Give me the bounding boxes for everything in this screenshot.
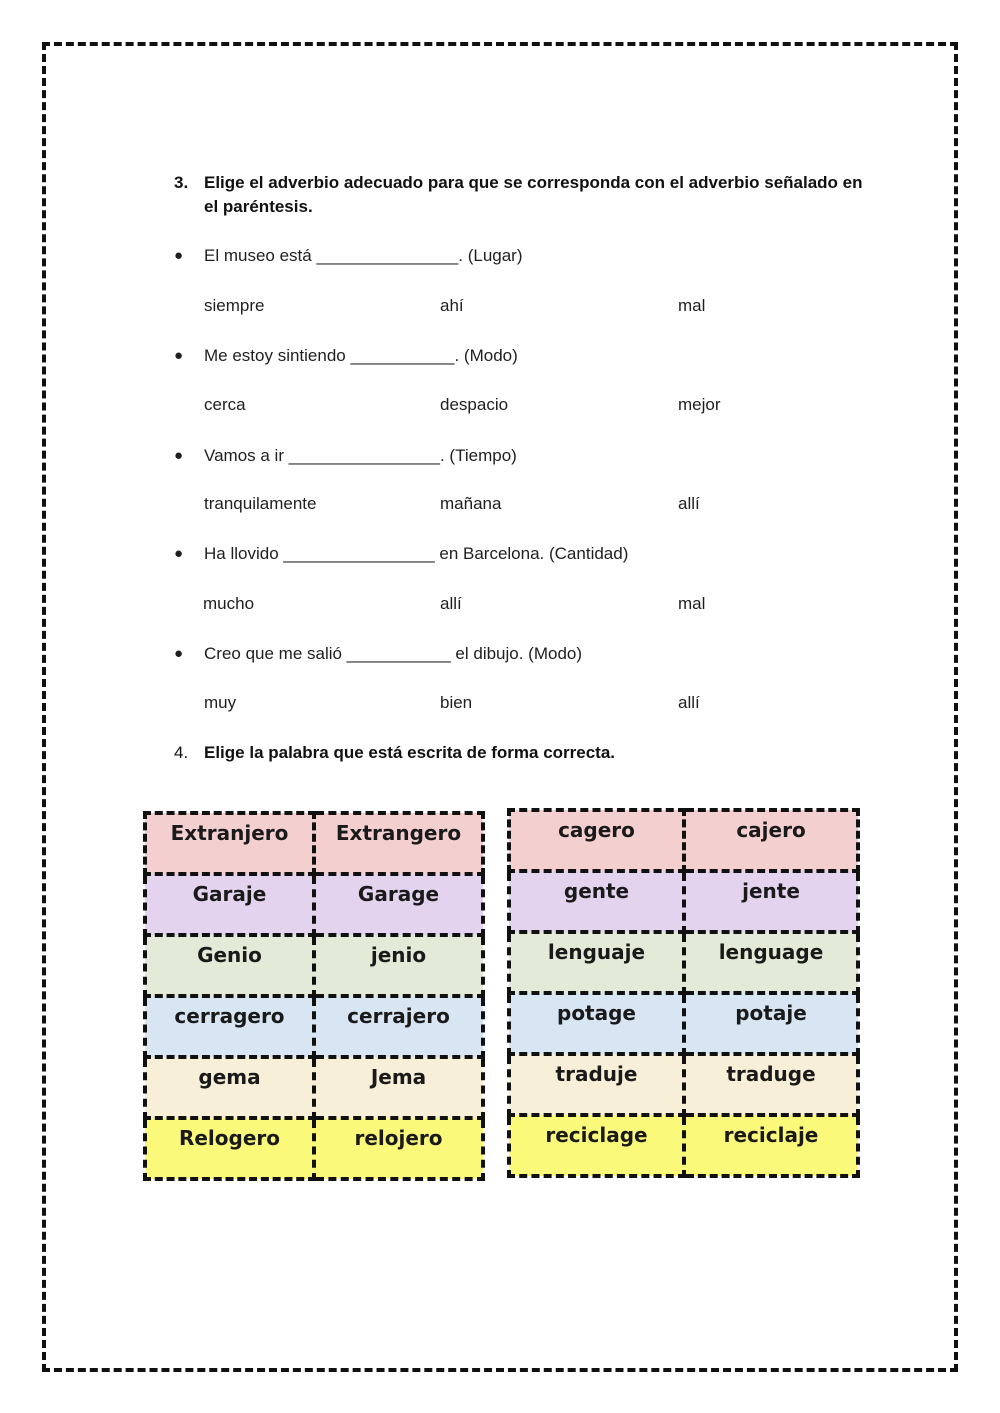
bullet-icon: ● bbox=[174, 545, 184, 562]
word-choice-cell[interactable]: Garage bbox=[314, 874, 483, 935]
answer-option[interactable]: bien bbox=[440, 693, 473, 712]
word-row bbox=[509, 1115, 858, 1176]
answer-option[interactable]: siempre bbox=[204, 296, 265, 315]
word-table-left bbox=[143, 811, 485, 1181]
word-row bbox=[509, 993, 858, 1054]
word-choice-cell[interactable]: Jema bbox=[314, 1057, 483, 1118]
sentence-text: Creo que me salió ___________ el dibujo. (Modo) bbox=[204, 644, 583, 663]
question-number: 3. bbox=[174, 173, 189, 192]
word-choice-cell[interactable]: potaje bbox=[684, 993, 858, 1054]
word-choice-cell[interactable]: Relogero bbox=[145, 1118, 314, 1179]
sentence-text: Me estoy sintiendo ___________. (Modo) bbox=[204, 346, 518, 365]
word-row bbox=[145, 813, 483, 874]
bullet-icon: ● bbox=[174, 247, 184, 264]
word-choice-cell[interactable]: relojero bbox=[314, 1118, 483, 1179]
word-row bbox=[509, 1054, 858, 1115]
word-row bbox=[145, 1057, 483, 1118]
word-choice-cell[interactable]: cagero bbox=[509, 810, 684, 871]
word-choice-cell[interactable]: cajero bbox=[684, 810, 858, 871]
question-title: Elige la palabra que está escrita de forma correcta. bbox=[204, 743, 616, 762]
word-choice-cell[interactable]: jenio bbox=[314, 935, 483, 996]
word-row bbox=[509, 871, 858, 932]
sentence-text: Vamos a ir ________________. (Tiempo) bbox=[204, 446, 517, 465]
word-row bbox=[509, 932, 858, 993]
word-table-right bbox=[507, 808, 860, 1178]
sentence-text: El museo está _______________. (Lugar) bbox=[204, 246, 523, 265]
answer-option[interactable]: allí bbox=[678, 693, 700, 712]
word-choice-cell[interactable]: Extrangero bbox=[314, 813, 483, 874]
bullet-icon: ● bbox=[174, 645, 184, 662]
answer-option[interactable]: allí bbox=[440, 594, 462, 613]
word-choice-cell[interactable]: traduje bbox=[509, 1054, 684, 1115]
word-row bbox=[509, 810, 858, 871]
word-choice-cell[interactable]: Garaje bbox=[145, 874, 314, 935]
word-choice-cell[interactable]: reciclage bbox=[509, 1115, 684, 1176]
word-row bbox=[145, 935, 483, 996]
word-choice-cell[interactable]: lenguaje bbox=[509, 932, 684, 993]
answer-option[interactable]: mal bbox=[678, 296, 706, 315]
bullet-icon: ● bbox=[174, 347, 184, 364]
word-choice-cell[interactable]: gema bbox=[145, 1057, 314, 1118]
word-row bbox=[145, 996, 483, 1057]
answer-option[interactable]: mucho bbox=[203, 594, 255, 613]
question-number: 4. bbox=[174, 743, 189, 762]
word-choice-cell[interactable]: potage bbox=[509, 993, 684, 1054]
word-choice-cell[interactable]: lenguage bbox=[684, 932, 858, 993]
word-choice-cell[interactable]: reciclaje bbox=[684, 1115, 858, 1176]
word-choice-cell[interactable]: Extranjero bbox=[145, 813, 314, 874]
answer-option[interactable]: ahí bbox=[440, 296, 464, 315]
answer-option[interactable]: despacio bbox=[440, 395, 509, 414]
answer-option[interactable]: allí bbox=[678, 494, 700, 513]
word-choice-cell[interactable]: traduge bbox=[684, 1054, 858, 1115]
question-title: Elige el adverbio adecuado para que se corresponda con el adverbio señalado en el paréntesis. bbox=[204, 173, 863, 216]
word-row bbox=[145, 1118, 483, 1179]
word-choice-cell[interactable]: cerragero bbox=[145, 996, 314, 1057]
word-choice-cell[interactable]: jente bbox=[684, 871, 858, 932]
word-choice-cell[interactable]: cerrajero bbox=[314, 996, 483, 1057]
answer-option[interactable]: mañana bbox=[440, 494, 502, 513]
word-choice-cell[interactable]: gente bbox=[509, 871, 684, 932]
sentence-text: Ha llovido ________________ en Barcelona. (Cantidad) bbox=[204, 544, 629, 563]
answer-option[interactable]: mejor bbox=[678, 395, 721, 414]
answer-option[interactable]: muy bbox=[204, 693, 237, 712]
answer-option[interactable]: cerca bbox=[204, 395, 246, 414]
word-row bbox=[145, 874, 483, 935]
bullet-icon: ● bbox=[174, 447, 184, 464]
word-choice-cell[interactable]: Genio bbox=[145, 935, 314, 996]
answer-option[interactable]: mal bbox=[678, 594, 706, 613]
answer-option[interactable]: tranquilamente bbox=[204, 494, 317, 513]
